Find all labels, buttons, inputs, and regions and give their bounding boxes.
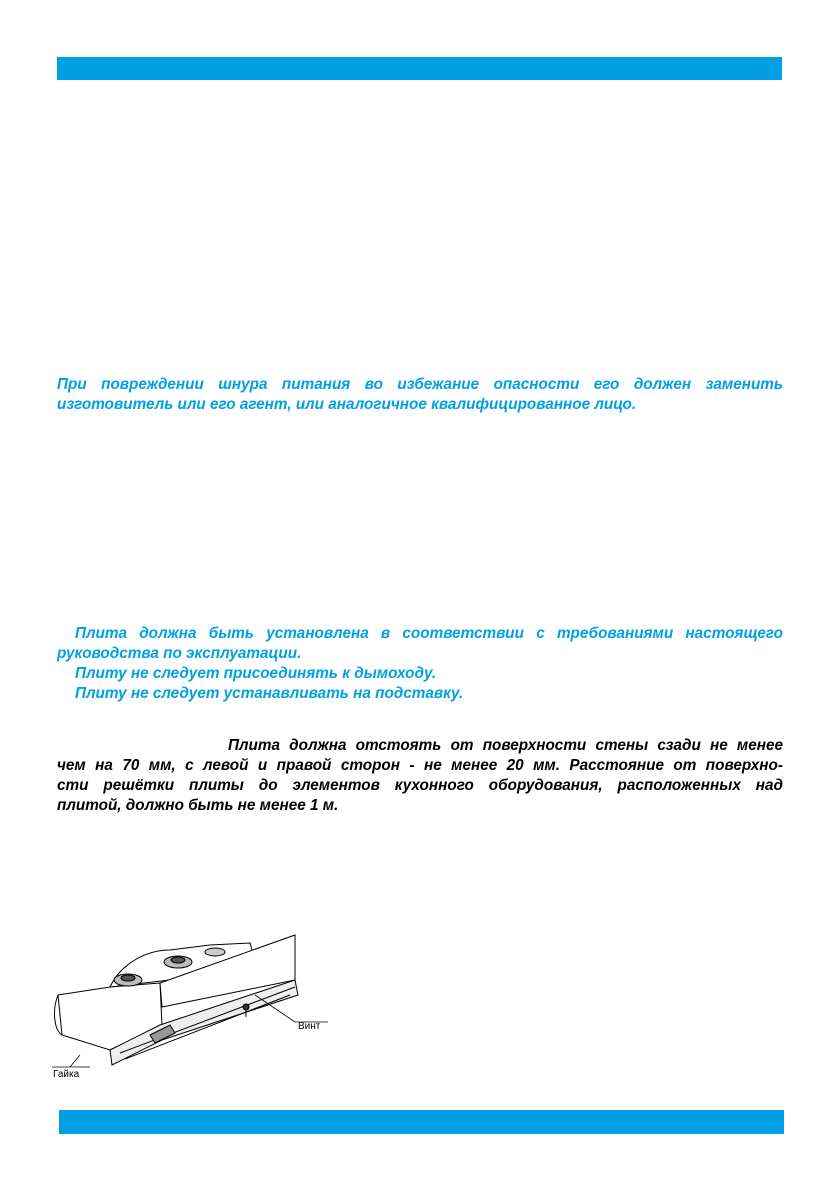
header-bar <box>57 57 782 80</box>
distance-requirements <box>57 736 783 816</box>
stove-mounting-figure <box>50 925 340 1085</box>
install-line-2: руководства по эксплуатации. <box>57 645 302 662</box>
install-line-4: Плиту не следует устанавливать на подставку. <box>75 685 464 702</box>
distance-line-1: Плита должна отстоять от поверхности стены сзади не менее <box>228 737 783 754</box>
distance-line-2: чем на 70 мм, с левой и правой сторон - не менее 20 мм. Расстояние от поверхно- <box>57 757 783 774</box>
distance-line-4: плитой, должно быть не менее 1 м. <box>57 797 339 814</box>
screw-label: Винт <box>298 1021 321 1032</box>
power-cord-warning <box>57 375 783 415</box>
nut-leader-line <box>70 1055 80 1067</box>
installation-requirements <box>57 624 783 704</box>
warning-line-2: изготовитель или его агент, или аналогичное квалифицированное лицо. <box>57 396 637 413</box>
install-line-3: Плиту не следует присоединять к дымоходу. <box>75 665 437 682</box>
distance-line-3: сти решётки плиты до элементов кухонного оборудования, расположенных над <box>57 777 783 794</box>
install-line-1: Плита должна быть установлена в соответствии с требованиями настоящего <box>75 625 783 642</box>
footer-bar <box>59 1110 784 1134</box>
stove-drawing <box>55 935 298 1065</box>
warning-line-1: При повреждении шнура питания во избежание опасности его должен заменить <box>57 376 783 393</box>
nut-label: Гайка <box>53 1069 80 1080</box>
